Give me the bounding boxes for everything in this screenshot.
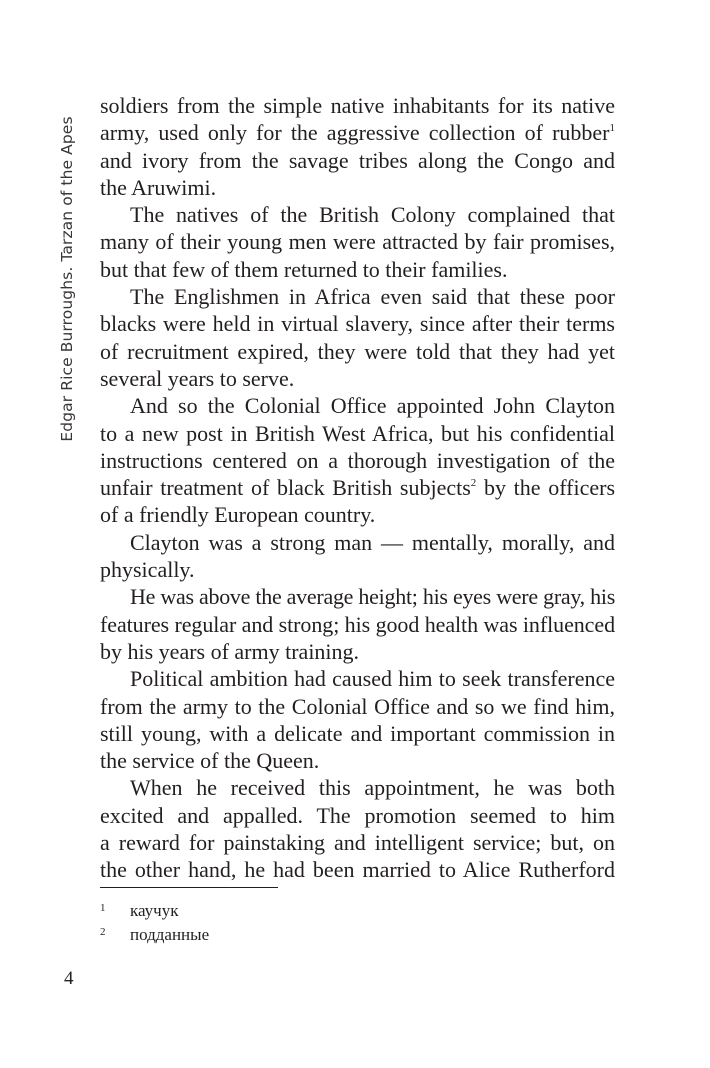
- text-line: [100, 228, 615, 255]
- text-line-content: The natives of the British Colony complained that: [130, 202, 615, 228]
- text-line-content: features regular and strong; his good health was influenced: [100, 611, 615, 637]
- text-line: [100, 420, 615, 447]
- footnote-item: [100, 900, 500, 924]
- text-line-content: the Aruwimi.: [100, 174, 217, 200]
- text-line-content: still young, with a delicate and important commission in: [100, 720, 615, 746]
- running-head-text: Edgar Rice Burroughs. Tarzan of the Apes: [58, 116, 76, 442]
- text-line: [100, 147, 615, 174]
- text-line-content: army, used only for the aggressive collection of rubber: [100, 120, 610, 146]
- text-line: [100, 92, 615, 119]
- text-line: [100, 310, 615, 337]
- text-line-content: Political ambition had caused him to seek transference: [130, 666, 615, 692]
- footnote-reference: 1: [609, 121, 615, 134]
- text-line-content: a reward for painstaking and intelligent service; but, on: [100, 830, 615, 856]
- text-line: [100, 174, 615, 201]
- footnote-divider: [100, 887, 278, 888]
- text-line-content: of a friendly European country.: [100, 502, 376, 528]
- footnotes: [100, 900, 500, 948]
- text-line: [100, 583, 615, 610]
- text-line: [100, 802, 615, 829]
- text-line: [100, 119, 615, 146]
- text-line-content: soldiers from the simple native inhabitants for its native: [100, 93, 615, 118]
- text-line-content: by his years of army training.: [100, 638, 360, 664]
- text-line-content: the service of the Queen.: [100, 748, 320, 774]
- text-line: [100, 747, 615, 774]
- footnote-text: подданные: [130, 925, 210, 944]
- text-line-content: of recruitment expired, they were told that they had yet: [100, 338, 615, 364]
- footnote-mark: 1: [100, 902, 106, 914]
- text-line: [100, 392, 615, 419]
- footnote-mark: 2: [100, 926, 106, 938]
- text-line-content: He was above the average height; his eyes were gray, his: [130, 584, 615, 610]
- footnote-text: каучук: [130, 901, 179, 920]
- text-line: [100, 501, 615, 528]
- text-line-content: When he received this appointment, he was both: [130, 775, 615, 801]
- footnote-reference: 2: [470, 476, 477, 489]
- text-line-content: the other hand, he had been married to Alice Rutherford: [100, 857, 615, 883]
- text-line: [100, 283, 615, 310]
- text-line: [100, 829, 615, 856]
- text-line-content: to a new post in British West Africa, but his confidential: [100, 420, 615, 446]
- text-line-content: many of their young men were attracted by fair promises,: [100, 229, 615, 255]
- text-line: [100, 256, 615, 283]
- text-line: [100, 365, 615, 392]
- text-line-content: Clayton was a strong man — mentally, morally, and: [130, 529, 615, 555]
- text-line: [100, 447, 615, 474]
- text-line: [100, 201, 615, 228]
- text-line-content: several years to serve.: [100, 365, 295, 391]
- text-line: [100, 556, 615, 583]
- running-head: [54, 96, 80, 462]
- text-line-content: physically.: [100, 557, 195, 583]
- text-line: [100, 638, 615, 665]
- text-line-continuation: by the officers: [476, 475, 615, 501]
- text-line: [100, 338, 615, 365]
- text-line: [100, 774, 615, 801]
- text-line-content: but that few of them returned to their families.: [100, 256, 508, 282]
- text-line: [100, 720, 615, 747]
- body-text: [100, 92, 615, 884]
- text-line-content: instructions centered on a thorough investigation of the: [100, 447, 615, 473]
- text-line-content: from the army to the Colonial Office and so we find him,: [100, 693, 615, 719]
- text-line: [100, 665, 615, 692]
- text-line: [100, 611, 615, 638]
- text-line-content: blacks were held in virtual slavery, since after their terms: [100, 311, 615, 337]
- text-line: [100, 529, 615, 556]
- text-line: [100, 693, 615, 720]
- text-line-content: unfair treatment of black British subjects: [100, 475, 471, 501]
- text-line-content: excited and appalled. The promotion seemed to him: [100, 802, 615, 828]
- text-line-content: The Englishmen in Africa even said that these poor: [130, 284, 615, 310]
- footnote-item: [100, 924, 500, 948]
- page-number: 4: [64, 968, 74, 989]
- text-line: [100, 474, 615, 501]
- text-line-content: And so the Colonial Office appointed John Clayton: [130, 393, 615, 419]
- text-line: [100, 856, 615, 883]
- text-line-content: and ivory from the savage tribes along the Congo and: [100, 147, 615, 173]
